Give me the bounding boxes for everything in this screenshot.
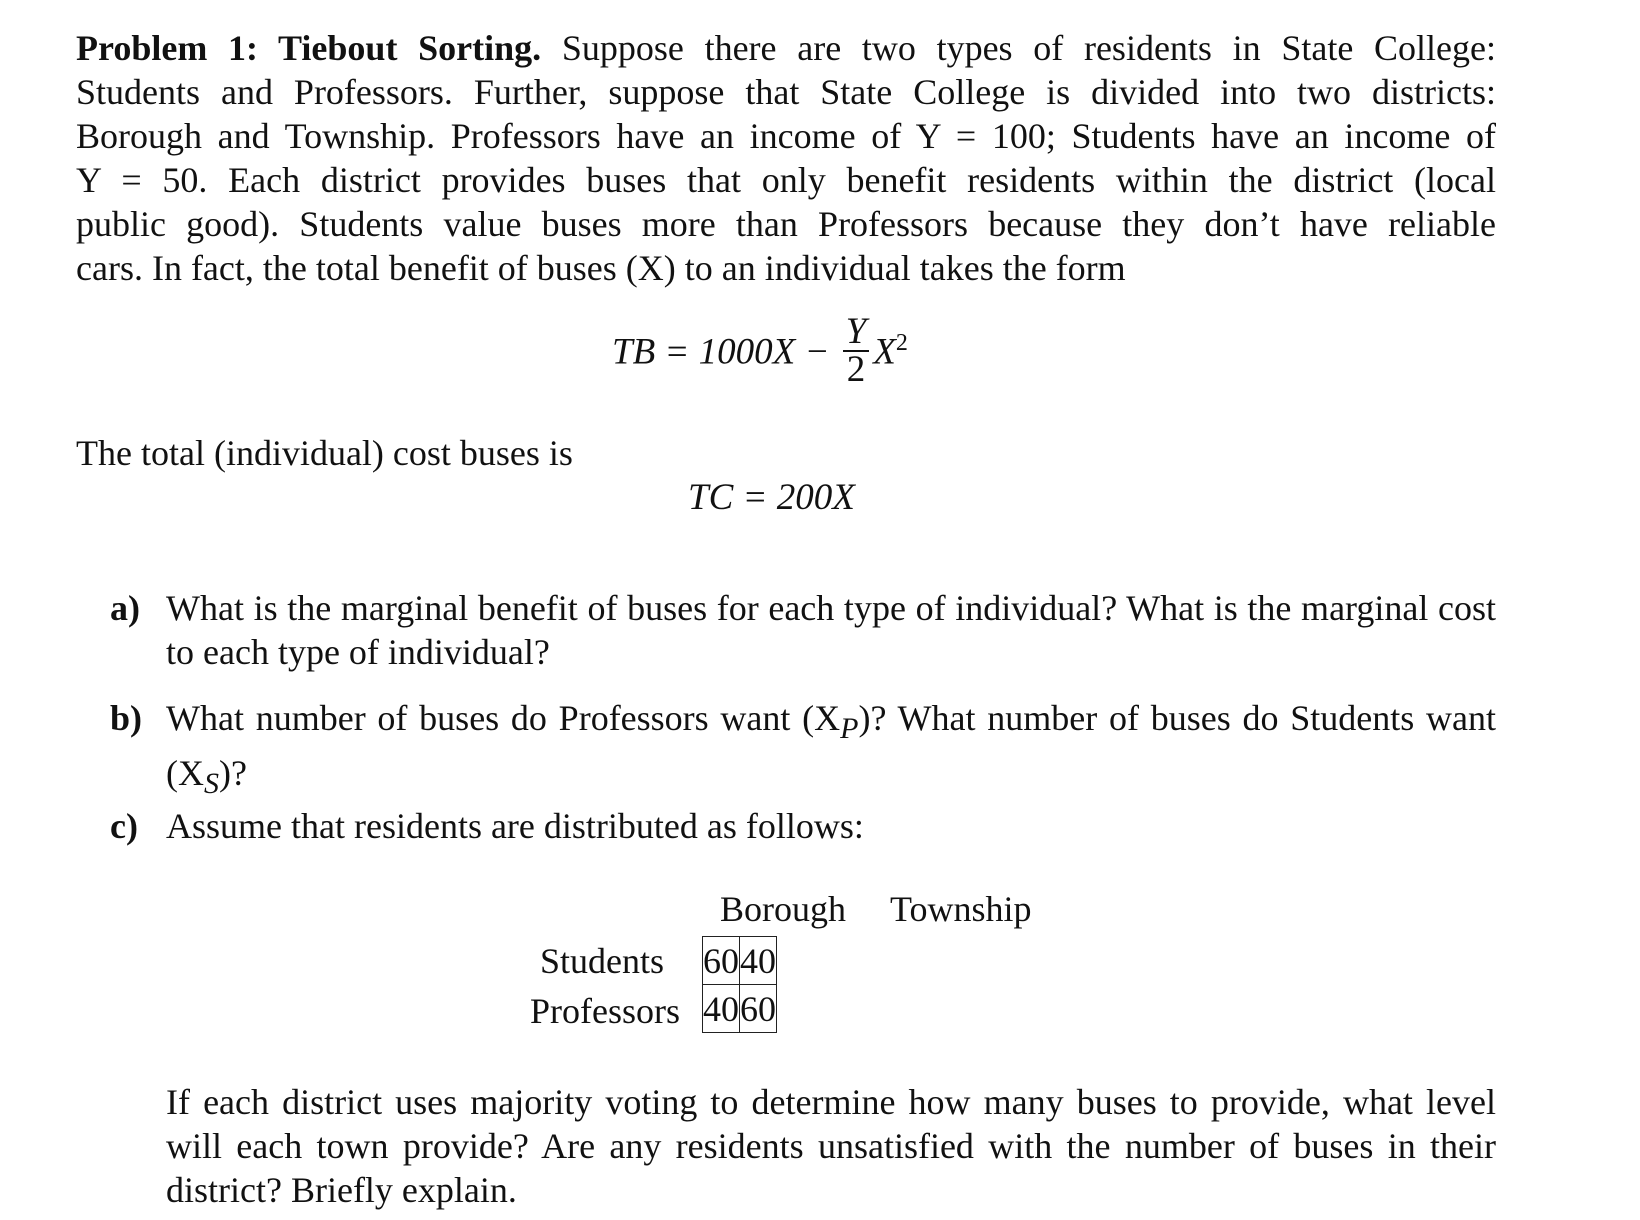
part-c [110, 804, 1496, 848]
row-header-students: Students [540, 941, 665, 981]
part-a-text: What is the marginal benefit of buses for each type of individual? What is the marginal cost to each type of individual? [166, 588, 1496, 672]
row-header-professors: Professors [530, 991, 680, 1031]
intro-line-5: public good). Students value buses more than Professors because they don’t have reliable [76, 204, 1496, 244]
table-cell: 40 [740, 937, 777, 985]
column-header-borough: Borough [720, 889, 846, 929]
equation-total-benefit: TB = 1000X − $\frac{Y}{2}$ $X^2$ [612, 311, 908, 390]
intro-line-4: Y = 50. Each district provides buses that only benefit residents within the district (local [76, 160, 1496, 200]
cost-intro-text: The total (individual) cost buses is [76, 433, 573, 473]
distribution-grid [702, 936, 777, 1033]
column-header-township: Township [890, 889, 1032, 929]
fraction-y-over-2: $\frac{Y}{2}$ [843, 314, 870, 388]
intro-line-2: Students and Professors. Further, suppose that State College is divided into two districts: [76, 72, 1496, 112]
table-cell: 60 [740, 985, 777, 1033]
intro-line-6: cars. In fact, the total benefit of buses (X) to an individual takes the form [76, 248, 1126, 288]
table-cell: 40 [703, 985, 740, 1033]
part-c-label: c) [110, 806, 138, 846]
equation-total-cost: TC = 200X [688, 477, 855, 518]
part-c-text: Assume that residents are distributed as follows: [166, 806, 864, 846]
intro-line-3: Borough and Township. Professors have an income of Y = 100; Students have an income of [76, 116, 1496, 156]
part-a-label: a) [110, 588, 140, 628]
table-row [703, 937, 777, 985]
table-row [703, 985, 777, 1033]
intro-line-1: Problem 1: Tiebout Sorting. Suppose there are two types of residents in State College: [76, 28, 1497, 68]
problem-intro [76, 26, 1496, 290]
part-b [110, 696, 1496, 806]
table-cell: 60 [703, 937, 740, 985]
problem-title: Problem 1: Tiebout Sorting. [76, 28, 542, 68]
final-question: If each district uses majority voting to determine how many buses to provide, what level will each town provide? Are any residents unsatisfied with the number of buses in their district? Briefly explain. [166, 1082, 1496, 1210]
part-a [110, 586, 1496, 674]
part-b-text: What number of buses do Professors want $(X_P)$? What number of buses do Students want $(X_S)$? [166, 698, 1496, 801]
part-b-label: b) [110, 698, 143, 738]
